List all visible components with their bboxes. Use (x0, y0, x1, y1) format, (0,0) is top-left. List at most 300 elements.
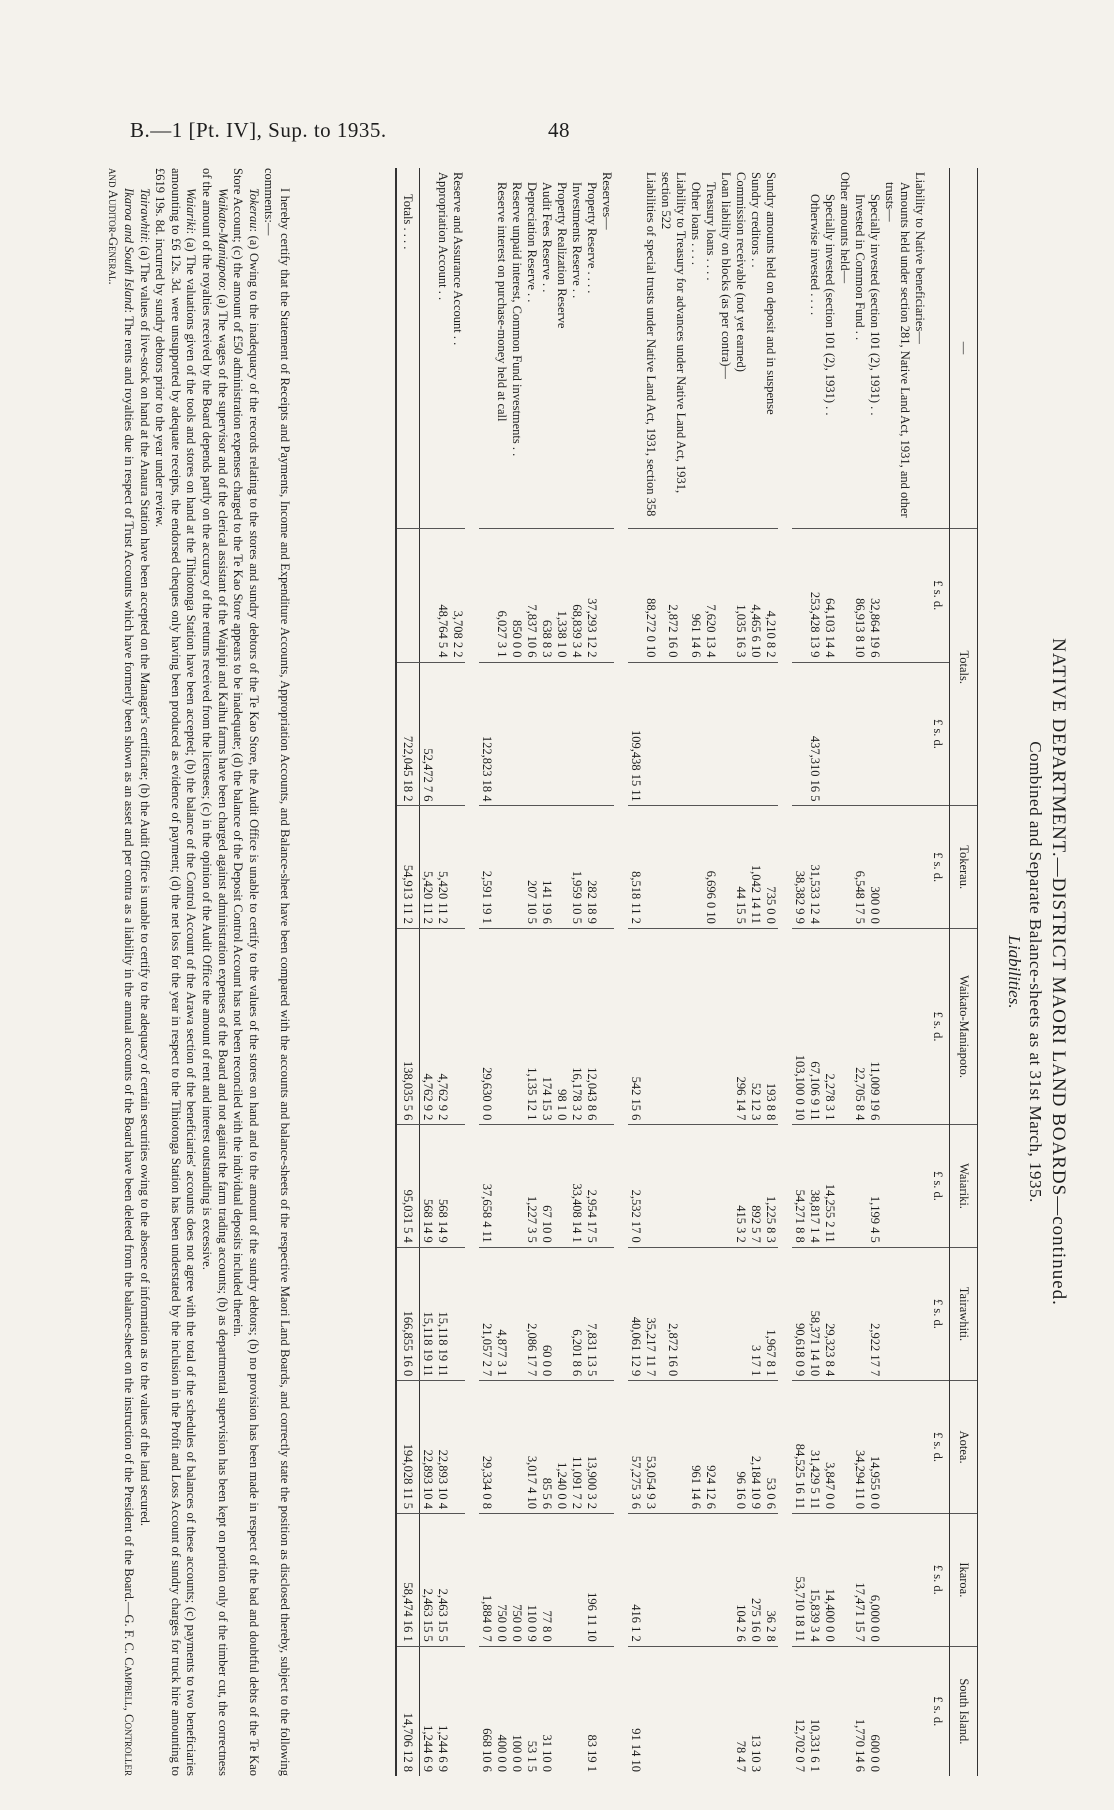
value-cell (822, 662, 837, 806)
value-cell: 122,823 18 4 (479, 662, 494, 806)
titles (1004, 162, 1070, 1782)
value-cell (658, 1646, 688, 1776)
table-row (435, 168, 450, 1776)
value-cell: 13,900 3 2 (584, 1381, 599, 1514)
value-cell: 14,955 0 0 (867, 1381, 882, 1514)
value-cell: 2,278 3 1 (822, 928, 837, 1125)
table-body (396, 168, 950, 1776)
value-cell (912, 1513, 927, 1646)
totals-value-cell: 138,035 5 6 (396, 928, 420, 1125)
value-cell: 83 19 1 (584, 1646, 599, 1776)
value-cell: 36 2 8 (763, 1513, 778, 1646)
value-cell: 600 0 0 (867, 1646, 882, 1776)
value-cell: 1,967 8 1 (763, 1247, 778, 1381)
value-cell: 437,310 16 5 (807, 662, 822, 806)
value-cell: 193 8 8 (763, 928, 778, 1125)
value-cell: 13 10 3 (748, 1646, 763, 1776)
value-cell: 1,225 8 3 (763, 1125, 778, 1247)
value-cell: 3,847 0 0 (822, 1381, 837, 1514)
value-cell: 31,533 12 4 (807, 806, 822, 928)
units-cell: £ s. d. (927, 1125, 950, 1247)
value-cell (912, 1646, 927, 1776)
col-header-aotea: Aotea. (950, 1381, 978, 1514)
value-cell (882, 1247, 912, 1381)
value-cell (569, 1646, 584, 1776)
table-row (912, 168, 927, 1776)
value-cell: 53,710 18 11 (792, 1513, 807, 1646)
value-cell: 4,210 8 2 (763, 529, 778, 663)
row-label: Specially invested (section 101 (2), 1931) . . (823, 194, 837, 416)
value-cell (494, 1381, 509, 1514)
note-waiariki-name: Waiariki (184, 188, 199, 231)
value-cell: 924 12 6 (703, 1381, 718, 1514)
value-cell (494, 662, 509, 806)
value-cell: 29,323 8 4 (822, 1247, 837, 1381)
value-cell: 31 10 0 (539, 1646, 554, 1776)
row-label: Appropriation Account . . (436, 172, 450, 301)
value-cell: 6,548 17 5 (852, 806, 867, 928)
value-cell (509, 928, 524, 1125)
table-row (584, 168, 599, 1776)
value-cell: 1,338 1 0 (554, 529, 569, 663)
value-cell (822, 1646, 837, 1776)
value-cell: 2,463 15 5 (420, 1513, 436, 1646)
value-cell (658, 1513, 688, 1646)
row-label: Loan liability on blocks (as per contra)— (719, 172, 733, 379)
row-label: Depreciation Reserve . . (525, 182, 539, 303)
row-label: Liability to Native beneficiaries— (913, 172, 927, 344)
value-cell: 53 1 5 (524, 1646, 539, 1776)
value-cell: 10,331 6 1 (807, 1646, 822, 1776)
value-cell (718, 928, 733, 1125)
value-cell (643, 662, 658, 806)
value-cell: 668 10 6 (479, 1646, 494, 1776)
value-cell (837, 529, 852, 663)
totals-value-cell: 95,031 5 4 (396, 1125, 420, 1247)
value-cell: 86,913 8 10 (852, 529, 867, 663)
value-cell (688, 806, 703, 928)
value-cell (763, 1646, 778, 1776)
totals-value-cell: 722,045 18 2 (396, 662, 420, 806)
totals-label: Totals . . . . (396, 168, 420, 529)
value-cell (763, 662, 778, 806)
value-cell (599, 662, 614, 806)
row-label: Treasury loans . . . . (704, 182, 718, 281)
value-cell (912, 529, 927, 663)
value-cell (718, 1646, 733, 1776)
value-cell: 15,839 3 4 (807, 1513, 822, 1646)
note-tokerau-name: Tokerau (246, 188, 261, 229)
value-cell: 98 1 0 (554, 928, 569, 1125)
value-cell (450, 928, 465, 1125)
value-cell: 31,429 5 11 (807, 1381, 822, 1514)
value-cell: 1,227 3 5 (524, 1125, 539, 1247)
value-cell (450, 1125, 465, 1247)
value-cell: 415 3 2 (733, 1125, 748, 1247)
value-cell (837, 1247, 852, 1381)
value-cell (688, 1513, 703, 1646)
value-cell: 109,438 15 11 (628, 662, 643, 806)
units-cell: £ s. d. (927, 529, 950, 663)
value-cell (882, 1125, 912, 1247)
value-cell (912, 1247, 927, 1381)
value-cell: 542 15 6 (628, 928, 643, 1125)
value-cell: 3 17 1 (748, 1247, 763, 1381)
value-cell: 5,420 11 2 (420, 806, 436, 928)
value-cell (509, 1125, 524, 1247)
units-cell: £ s. d. (927, 928, 950, 1125)
value-cell (643, 1646, 658, 1776)
value-cell: 4,877 3 1 (494, 1247, 509, 1381)
value-cell: 33,408 14 1 (569, 1125, 584, 1247)
row-label (792, 168, 807, 529)
value-cell: 275 16 0 (748, 1513, 763, 1646)
col-header-tairawhiti: Tairawhiti. (950, 1247, 978, 1381)
auditor-signature: G. F. C. Campbell, Controller and Auditor-General. (106, 168, 137, 1776)
value-cell: 1,959 10 5 (569, 806, 584, 928)
value-cell (792, 662, 807, 806)
table-row (539, 168, 554, 1776)
value-cell (554, 806, 569, 928)
value-cell: 3,017 4 10 (524, 1381, 539, 1514)
totals-value-cell: 54,913 11 2 (396, 806, 420, 928)
value-cell (599, 1381, 614, 1514)
table-row (763, 168, 778, 1776)
value-cell (479, 529, 494, 663)
row-label: Liabilities of special trusts under Native Land Act, 1931, section 358 (644, 172, 658, 517)
row-label: Reserve and Assurance Account . . (451, 172, 465, 346)
totals-value-cell: 58,474 16 1 (396, 1513, 420, 1646)
value-cell (882, 1646, 912, 1776)
value-cell: 6,027 3 1 (494, 529, 509, 663)
value-cell (718, 1513, 733, 1646)
value-cell: 88,272 0 10 (643, 529, 658, 663)
value-cell: 91 14 10 (628, 1646, 643, 1776)
value-cell: 7,831 13 5 (584, 1247, 599, 1381)
value-cell: 750 0 0 (509, 1513, 524, 1646)
value-cell (599, 806, 614, 928)
value-cell: 638 8 3 (539, 529, 554, 663)
value-cell: 7,837 10 6 (524, 529, 539, 663)
units-cell: £ s. d. (927, 806, 950, 928)
value-cell (882, 928, 912, 1125)
table-row (852, 168, 867, 1776)
value-cell (554, 1247, 569, 1381)
value-cell: 282 18 9 (584, 806, 599, 928)
value-cell (509, 662, 524, 806)
col-header-totals: Totals. (950, 529, 978, 806)
value-cell: 6,201 8 6 (569, 1247, 584, 1381)
value-cell (718, 529, 733, 663)
value-cell: 300 0 0 (867, 806, 882, 928)
value-cell: 96 16 0 (733, 1381, 748, 1514)
value-cell: 77 8 0 (539, 1513, 554, 1646)
value-cell: 67,106 9 11 (807, 928, 822, 1125)
value-cell: 3,708 2 2 (450, 529, 465, 663)
value-cell (554, 662, 569, 806)
value-cell: 29,334 0 8 (479, 1381, 494, 1514)
value-cell (599, 1125, 614, 1247)
row-label (628, 168, 643, 529)
value-cell: 1,884 0 7 (479, 1513, 494, 1646)
value-cell: 1,770 14 6 (852, 1646, 867, 1776)
value-cell: 4,465 6 10 (748, 529, 763, 663)
value-cell (643, 1513, 658, 1646)
value-cell: 850 0 0 (509, 529, 524, 663)
value-cell: 16,178 3 2 (569, 928, 584, 1125)
value-cell: 1,035 16 3 (733, 529, 748, 663)
table-row (509, 168, 524, 1776)
audit-notes (105, 168, 292, 1776)
value-cell: 12,043 8 6 (584, 928, 599, 1125)
value-cell (599, 1247, 614, 1381)
value-cell (912, 662, 927, 806)
value-cell (450, 662, 465, 806)
note-ikaroa-text: : The rents and royalties due in respect of Trust Accounts which have formerly been shown as an asset and per contra as a liability in the annual accounts of the Board have been deleted from the balance-sheet on the instruction of the President of the Board.— (122, 309, 137, 1615)
value-cell: 103,100 0 10 (792, 928, 807, 1125)
value-cell: 38,382 9 9 (792, 806, 807, 928)
value-cell: 14,255 2 11 (822, 1125, 837, 1247)
table-row (494, 168, 509, 1776)
value-cell: 17,471 15 7 (852, 1513, 867, 1646)
value-cell: 6,000 0 0 (867, 1513, 882, 1646)
value-cell: 2,922 17 7 (867, 1247, 882, 1381)
table-row (882, 168, 912, 1776)
value-cell (509, 1247, 524, 1381)
table-row (420, 168, 436, 1776)
value-cell (688, 1125, 703, 1247)
value-cell (420, 529, 436, 663)
value-cell: 2,463 15 5 (435, 1513, 450, 1646)
value-cell: 40,061 12 9 (628, 1247, 643, 1381)
row-label: Investments Reserve . . (570, 182, 584, 299)
row-label: Sundry amounts held on deposit and in suspense (764, 172, 778, 415)
value-cell (450, 806, 465, 928)
table-row (450, 168, 465, 1776)
table-row (718, 168, 733, 1776)
spacer-row (778, 168, 792, 1776)
table-row (599, 168, 614, 1776)
row-label: Other amounts held— (838, 172, 852, 284)
value-cell (703, 1513, 718, 1646)
value-cell (822, 806, 837, 928)
table-row (733, 168, 748, 1776)
value-cell: 196 11 10 (584, 1513, 599, 1646)
value-cell (435, 662, 450, 806)
value-cell: 32,864 19 6 (867, 529, 882, 663)
value-cell: 64,103 14 4 (822, 529, 837, 663)
value-cell (643, 1125, 658, 1247)
value-cell: 1,135 12 1 (524, 928, 539, 1125)
units-cell: £ s. d. (927, 1381, 950, 1514)
value-cell (882, 806, 912, 928)
value-cell: 7,620 13 4 (703, 529, 718, 663)
value-cell (658, 1381, 688, 1514)
spacer-row (465, 168, 479, 1776)
value-cell (882, 529, 912, 663)
value-cell: 54,271 8 8 (792, 1125, 807, 1247)
note-waiariki (152, 168, 199, 1776)
note-tokerau (230, 168, 261, 1776)
value-cell (584, 662, 599, 806)
value-cell (554, 1646, 569, 1776)
row-label: Reserve interest on purchase-money held at call (495, 182, 509, 422)
value-cell: 53,054 9 3 (643, 1381, 658, 1514)
value-cell (837, 1646, 852, 1776)
value-cell (867, 662, 882, 806)
value-cell (837, 806, 852, 928)
table-row (479, 168, 494, 1776)
value-cell: 22,893 10 4 (435, 1381, 450, 1514)
value-cell (494, 928, 509, 1125)
value-cell (688, 928, 703, 1125)
value-cell (643, 806, 658, 928)
row-label: Invested in Common Fund . . (853, 194, 867, 341)
table-header-row (950, 168, 978, 1776)
note-tairawhiti-text: : (a) The values of live-stock on hand at the Anaura Station have been accepted on the Manager's certificate; (b) the Audit Office is unable to certify to the adequacy of certain securities owing to the absence of information as to the values of the land secured. (137, 239, 152, 1527)
value-cell: 174 15 3 (539, 928, 554, 1125)
value-cell: 4,762 9 2 (435, 928, 450, 1125)
value-cell (599, 1646, 614, 1776)
note-tokerau-text: : (a) Owing to the inadequacy of the records relating to the stores and sundry debtors of the Te Kao Store, the Audit Office is unable to certify to the values of the stores on hand and to the amount of the sundry debtors; (b) no provision has been made in respect of the bad and doubtful debts of the Te Kao Store Account; (c) the amount of £50 administration expenses charged to the Te Kao Store appears to be inadequate; (d) the balance of the Deposit Control Account has not been reconciled with the individual deposits included therein. (231, 168, 261, 1776)
value-cell: 568 14 9 (420, 1125, 436, 1247)
value-cell (882, 1381, 912, 1514)
value-cell: 4,762 9 2 (420, 928, 436, 1125)
row-label: Property Reserve . . . . (585, 182, 599, 294)
value-cell: 29,630 0 0 (479, 928, 494, 1125)
col-header-waikato: Waikato-Maniapoto. (950, 928, 978, 1125)
value-cell: 750 0 0 (494, 1513, 509, 1646)
note-ikaroa-name: Ikaroa and South Island (122, 188, 137, 310)
value-cell (837, 1513, 852, 1646)
value-cell (643, 928, 658, 1125)
value-cell: 416 1 2 (628, 1513, 643, 1646)
table-row (554, 168, 569, 1776)
table-row (703, 168, 718, 1776)
note-waikato (198, 168, 229, 1776)
value-cell: 1,042 14 11 (748, 806, 763, 928)
value-cell (912, 1125, 927, 1247)
table-row (837, 168, 852, 1776)
row-label: Sundry creditors . . (749, 172, 763, 268)
units-row (927, 168, 950, 1776)
value-cell (569, 1513, 584, 1646)
value-cell (718, 1381, 733, 1514)
rotated-sheet (45, 162, 1090, 1782)
value-cell: 1,240 0 0 (554, 1381, 569, 1514)
value-cell: 44 15 5 (733, 806, 748, 928)
value-cell (539, 662, 554, 806)
value-cell: 15,118 19 11 (435, 1247, 450, 1381)
liabilities-table (395, 168, 978, 1776)
value-cell (450, 1513, 465, 1646)
value-cell (837, 1125, 852, 1247)
value-cell (599, 1513, 614, 1646)
value-cell: 11,009 19 6 (867, 928, 882, 1125)
value-cell (599, 529, 614, 663)
totals-value-cell (396, 529, 420, 663)
value-cell: 296 14 7 (733, 928, 748, 1125)
value-cell: 53 0 6 (763, 1381, 778, 1514)
value-cell (718, 1125, 733, 1247)
value-cell: 2,872 16 0 (658, 529, 688, 663)
value-cell: 52 12 3 (748, 928, 763, 1125)
value-cell: 110 0 9 (524, 1513, 539, 1646)
table-row (688, 168, 703, 1776)
value-cell: 57,275 3 6 (628, 1381, 643, 1514)
table-row (658, 168, 688, 1776)
value-cell: 37,658 4 11 (479, 1125, 494, 1247)
col-header-south-island: South Island. (950, 1646, 978, 1776)
document-subtitle: Combined and Separate Balance-sheets as at 31st March, 1935. (1026, 741, 1046, 1203)
document-title: NATIVE DEPARTMENT.—DISTRICT MAORI LAND BOARDS—continued. (1048, 638, 1069, 1306)
page-header (130, 118, 570, 143)
row-label: Reserve unpaid interest, Common Fund investments . . (510, 182, 524, 457)
value-cell (852, 1125, 867, 1247)
value-cell (733, 1247, 748, 1381)
value-cell (748, 662, 763, 806)
section-title: Liabilities. (1005, 935, 1024, 1009)
value-cell: 48,764 5 4 (435, 529, 450, 663)
value-cell: 1,244 6 9 (420, 1646, 436, 1776)
spacer-row (614, 168, 628, 1776)
value-cell: 892 5 7 (748, 1125, 763, 1247)
value-cell (837, 662, 852, 806)
note-tairawhiti-name: Tairawhiti (137, 188, 152, 240)
value-cell: 60 0 0 (539, 1247, 554, 1381)
value-cell (569, 662, 584, 806)
table-row (807, 168, 822, 1776)
totals-value-cell: 166,855 16 0 (396, 1247, 420, 1381)
value-cell: 11,091 7 2 (569, 1381, 584, 1514)
value-cell: 2,954 17 5 (584, 1125, 599, 1247)
value-cell: 2,184 10 9 (748, 1381, 763, 1514)
value-cell (912, 806, 927, 928)
value-cell: 12,702 0 7 (792, 1646, 807, 1776)
value-cell: 37,293 12 2 (584, 529, 599, 663)
value-cell: 15,118 19 11 (420, 1247, 436, 1381)
page-number: 48 (548, 118, 570, 142)
col-header-tokerau: Tokerau. (950, 806, 978, 928)
note-waikato-text: : (a) The wages of the supervisor and of the clerical assistant of the Waipipi and Kaihu farms have been charged against administration expenses of the Board and not against the farm trading accounts; (b) as departmental supervision has been kept on portion only of the timber cut, the correctness of the amount of the royalties received by the Board depends partly on the accuracy of the returns received from the licensees; (c) in the opinion of the Audit Office the amount of rent and interest outstanding is excessive. (200, 168, 230, 1776)
value-cell: 8,518 11 2 (628, 806, 643, 928)
value-cell (837, 1381, 852, 1514)
value-cell: 568 14 9 (435, 1125, 450, 1247)
value-cell (688, 662, 703, 806)
value-cell (703, 1125, 718, 1247)
value-cell (658, 806, 688, 928)
value-cell (733, 662, 748, 806)
totals-value-cell: 14,706 12 8 (396, 1646, 420, 1776)
value-cell: 52,472 7 6 (420, 662, 436, 806)
value-cell: 6,696 0 10 (703, 806, 718, 928)
value-cell: 22,893 10 4 (420, 1381, 436, 1514)
table-row (524, 168, 539, 1776)
value-cell (658, 1125, 688, 1247)
value-cell: 34,294 11 0 (852, 1381, 867, 1514)
value-cell (718, 806, 733, 928)
value-cell (688, 1646, 703, 1776)
col-header-ikaroa: Ikaroa. (950, 1513, 978, 1646)
value-cell (450, 1247, 465, 1381)
value-cell (524, 662, 539, 806)
table-row (628, 168, 643, 1776)
table-row (822, 168, 837, 1776)
value-cell (509, 806, 524, 928)
value-cell: 100 0 0 (509, 1646, 524, 1776)
value-cell (852, 662, 867, 806)
row-label: Amounts held under section 281, Native Land Act, 1931, and other trusts— (883, 182, 912, 518)
